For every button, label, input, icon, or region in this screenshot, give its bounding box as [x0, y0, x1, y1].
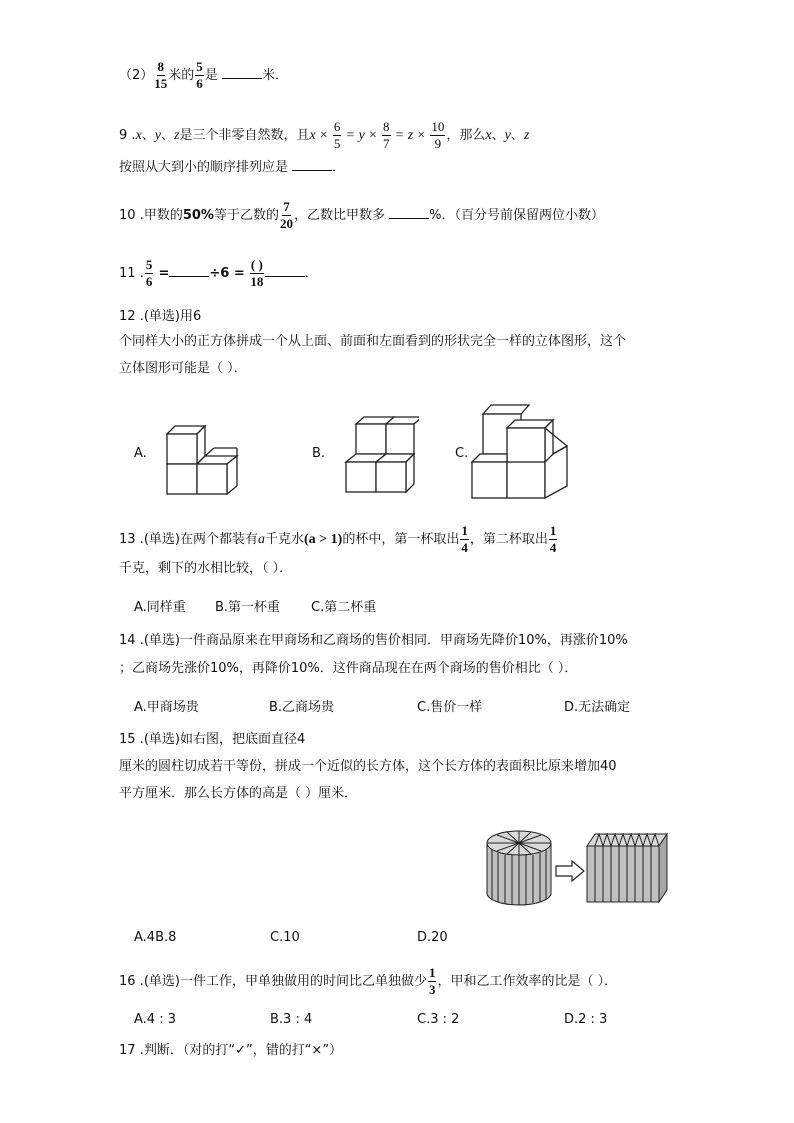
- question-11: 11 . $\frac{5}{6}$ = ÷6 = $\frac{( )}{18}$ ．: [119, 257, 318, 289]
- question-9-line-2: 按照从大到小的顺序排列应是 ．: [119, 160, 346, 175]
- option-a[interactable]: A.甲商场贵: [134, 700, 199, 715]
- fraction-6-5: $\frac{6}{5}$: [333, 119, 341, 151]
- question-12-line-3: 立体图形可能是（ ）．: [119, 361, 247, 376]
- cube-figure-a: [162, 412, 246, 496]
- fraction-5-6: $\frac{5}{6}$: [196, 59, 203, 91]
- option-c[interactable]: C.10: [270, 930, 300, 945]
- fraction-8-15: $\frac{8}{15}$: [154, 59, 168, 91]
- question-13-line-2: 千克，剩下的水相比较，（ ）．: [119, 561, 293, 576]
- question-12-line-2: 个同样大小的正方体拼成一个从上面、前面和左面看到的形状完全一样的立体图形，这个: [119, 334, 627, 349]
- question-17: 17 .判断．（对的打“✓”，错的打“×”）: [119, 1043, 343, 1058]
- question-13: 13 .(单选)在两个都装有a千克水(a > 1)的杯中，第一杯取出 $\frac{1}{4}$ ，第二杯取出 $\frac{1}{4}$: [119, 523, 557, 555]
- option-d[interactable]: D.无法确定: [564, 700, 631, 715]
- option-c[interactable]: C.第二杯重: [311, 600, 377, 615]
- question-15-line-2: 厘米的圆柱切成若干等份，拼成一个近似的长方体，这个长方体的表面积比原来增加40: [119, 759, 617, 774]
- option-a[interactable]: A.同样重: [134, 600, 186, 615]
- question-8-part-2: （2） $\frac{8}{15}$ 米的 $\frac{5}{6}$ 是 米．: [119, 59, 288, 91]
- fraction-5-6: $\frac{5}{6}$: [145, 257, 153, 289]
- cube-figure-c: [470, 402, 570, 502]
- answer-blank[interactable]: [265, 264, 305, 277]
- question-10: 10 .甲数的50%等于乙数的 $\frac{7}{20}$ ，乙数比甲数多 %．（百分号前保留两位小数）: [119, 199, 604, 231]
- fraction-1-4: $\frac{1}{4}$: [549, 523, 557, 555]
- fraction-10-9: $\frac{10}{9}$: [431, 119, 445, 151]
- cuboid-figure: [585, 828, 671, 906]
- fraction-7-20: $\frac{7}{20}$: [279, 199, 293, 231]
- option-b[interactable]: B.第一杯重: [215, 600, 281, 615]
- question-16: 16 .(单选)一件工作，甲单独做用的时间比乙单独做少 $\frac{1}{3}$ ，甲和乙工作效率的比是（ ）．: [119, 965, 618, 997]
- fraction-1-3: $\frac{1}{3}$: [428, 965, 436, 997]
- option-d[interactable]: D.2 : 3: [564, 1012, 608, 1027]
- answer-blank[interactable]: [222, 66, 262, 79]
- answer-blank[interactable]: [292, 158, 332, 171]
- option-c[interactable]: C.售价一样: [417, 700, 483, 715]
- question-15: 15 .(单选)如右图，把底面直径4: [119, 732, 306, 747]
- fraction-blank-18: $\frac{( )}{18}$: [250, 257, 264, 289]
- option-b[interactable]: B.3 : 4: [270, 1012, 313, 1027]
- question-14-line-2: ；乙商场先涨价10%，再降价10%．这件商品现在在两个商场的售价相比（ ）．: [119, 661, 578, 676]
- question-12: 12 .(单选)用6: [119, 309, 202, 324]
- answer-blank[interactable]: [389, 206, 429, 219]
- option-c[interactable]: C.3 : 2: [417, 1012, 460, 1027]
- cylinder-figure: [484, 828, 554, 908]
- arrow-icon: [554, 860, 586, 882]
- option-d[interactable]: D.20: [417, 930, 448, 945]
- question-9: 9 .x、y、z是三个非零自然数，且x × $\frac{6}{5}$ = y × $\frac{8}{7}$ = z × $\frac{10}{9}$ ，那么x、y、z: [119, 119, 530, 151]
- option-a-b[interactable]: A.4B.8: [134, 930, 177, 945]
- option-b-label[interactable]: B.: [312, 446, 326, 461]
- fraction-1-4: $\frac{1}{4}$: [461, 523, 468, 555]
- option-a[interactable]: A.4 : 3: [134, 1012, 176, 1027]
- question-14: 14 .(单选)一件商品原来在甲商场和乙商场的售价相同．甲商场先降价10%，再涨价10%: [119, 633, 628, 648]
- fraction-8-7: $\frac{8}{7}$: [383, 119, 390, 151]
- cube-figure-b: [343, 414, 419, 496]
- answer-blank[interactable]: [169, 264, 209, 277]
- option-c-label[interactable]: C.: [455, 446, 469, 461]
- option-b[interactable]: B.乙商场贵: [269, 700, 335, 715]
- question-15-line-3: 平方厘米．那么长方体的高是（ ）厘米．: [119, 786, 358, 801]
- option-a-label[interactable]: A.: [134, 446, 147, 461]
